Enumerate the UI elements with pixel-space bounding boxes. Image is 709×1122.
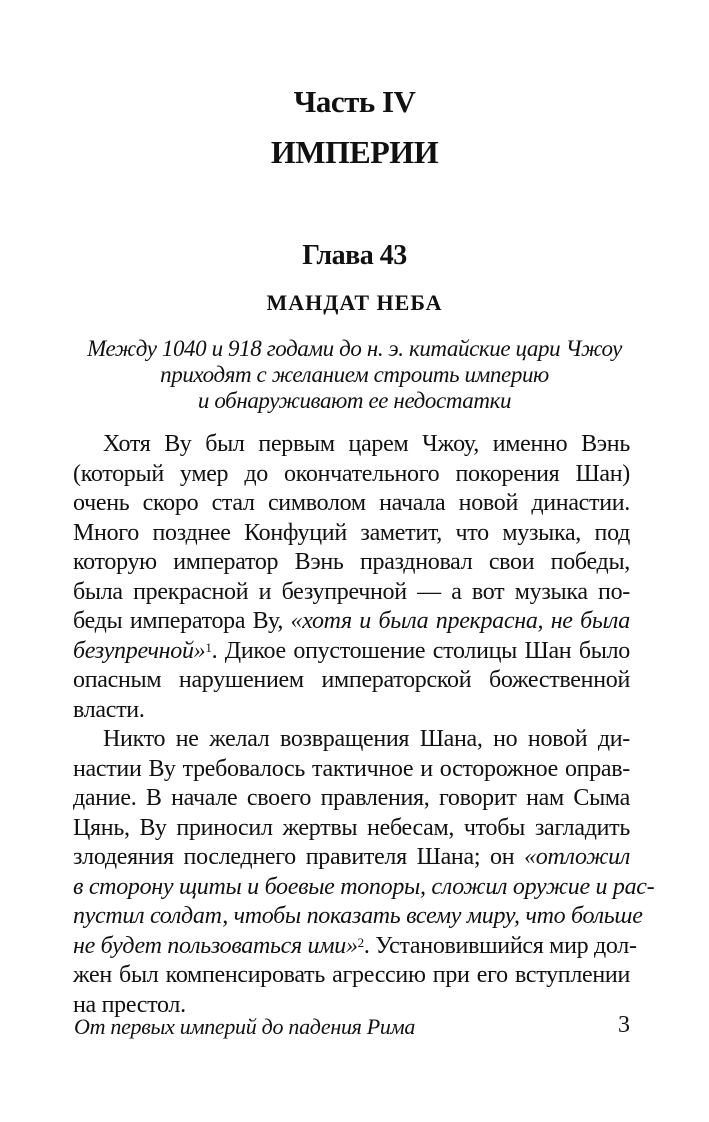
text-line: власти. [73, 696, 145, 723]
footnote-ref[interactable]: 2 [357, 934, 364, 950]
text-line: жен был компенсировать агрессию при его вступлении [73, 962, 630, 988]
epigraph-line: Между 1040 и 918 годами до н. э. китайские цари Чжоу [87, 336, 622, 361]
text-fragment: беды императора Ву, [73, 608, 291, 634]
text-fragment: . Установившийся мир дол- [363, 932, 637, 959]
epigraph [60, 336, 649, 414]
text-line: опасным нарушением императорской божественной [73, 667, 630, 693]
epigraph-line: и обнаруживают ее недостатки [197, 388, 512, 413]
quote-fragment: «хотя и была прекрасна, не была [290, 608, 630, 634]
text-line: на престол. [73, 991, 186, 1018]
chapter-name: МАНДАТ НЕБА [266, 290, 443, 315]
text-line: Цянь, Ву приносил жертвы небесам, чтобы загладить [73, 814, 630, 841]
part-title: Часть IV [293, 84, 416, 119]
footnote-ref[interactable]: 1 [205, 639, 212, 655]
text-line: очень скоро стал символом начала новой династии. [73, 490, 630, 516]
text-line [73, 843, 630, 873]
text-line: Много позднее Конфуций заметит, что музыка, под [73, 519, 630, 546]
quote-fragment: не будет пользоваться ими» [73, 932, 358, 959]
quote-fragment: безупречной» [73, 637, 206, 664]
chapter-title: Глава 43 [302, 240, 407, 271]
text-fragment: . Дикое опустошение столицы Шан было [211, 637, 630, 664]
text-line: пустил солдат, чтобы показать всему миру, что больше [73, 903, 643, 929]
body-text [73, 430, 655, 1020]
epigraph-line: приходят с желанием строить империю [160, 362, 549, 387]
text-line [73, 637, 630, 667]
text-line: Никто не желал возвращения Шана, но новой ди- [103, 726, 630, 752]
text-line: настии Ву требовалось тактичное и осторожное оправ- [73, 755, 630, 782]
text-line: в сторону щиты и боевые топоры, сложил оружие и рас- [73, 873, 655, 900]
text-line: (который умер до окончательного покорения Шан) [73, 460, 630, 487]
text-fragment: злодеяния последнего правителя Шана; он [73, 844, 525, 870]
running-footer-title: От первых империй до падения Рима [74, 1014, 416, 1039]
text-line: которую император Вэнь праздновал свои победы, [73, 549, 630, 575]
part-name: ИМПЕРИИ [270, 134, 439, 170]
page-number: 3 [618, 1012, 630, 1038]
quote-fragment: «отложил [524, 844, 630, 870]
text-line: Хотя Ву был первым царем Чжоу, именно Вэнь [103, 431, 630, 457]
text-line: была прекрасной и безупречной — а вот музыка по- [73, 578, 630, 605]
text-line [73, 932, 637, 962]
text-line: дание. В начале своего правления, говорит нам Сыма [73, 785, 630, 811]
text-line [73, 607, 630, 637]
